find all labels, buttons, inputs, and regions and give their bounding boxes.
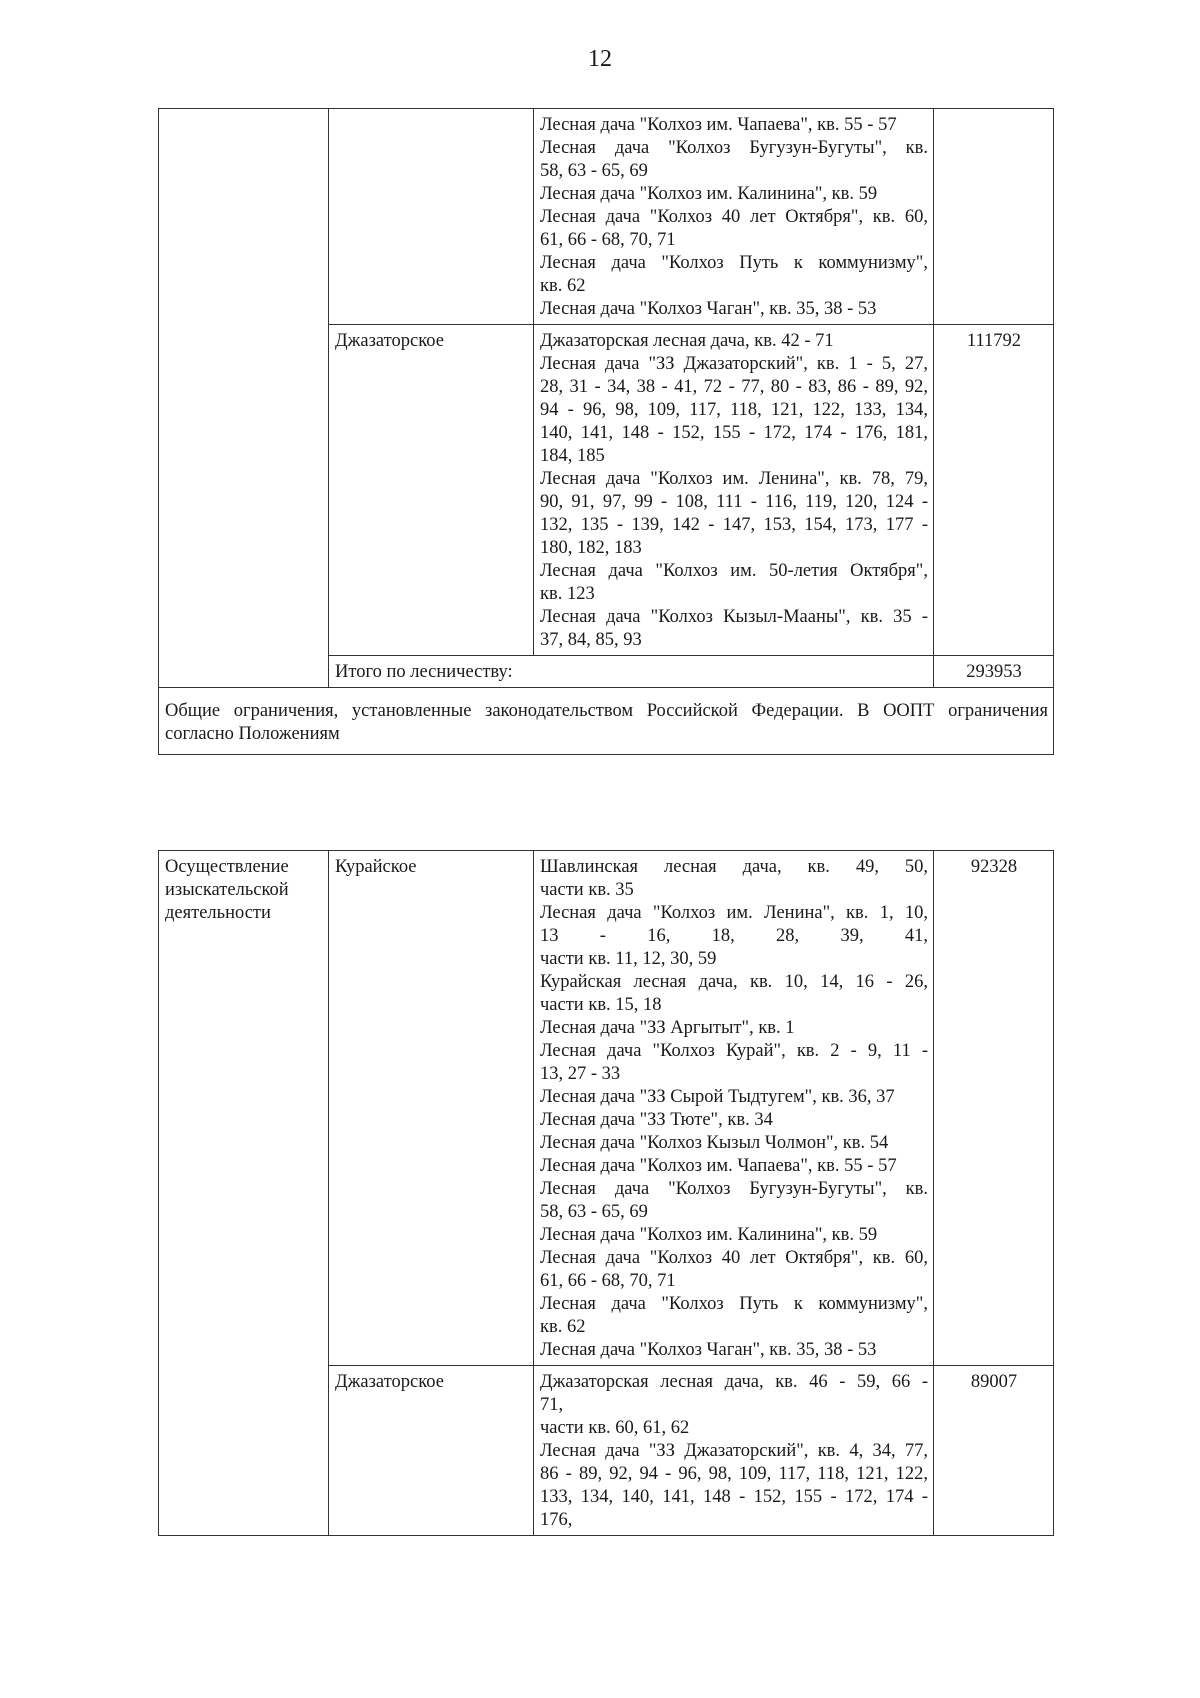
forest-dacha-entry (540, 353, 928, 468)
entry-line: 58, 63 - 65, 69 (540, 1202, 648, 1222)
entry-line: 176, (540, 1510, 573, 1530)
forest-dacha-entry (540, 183, 928, 206)
entry-line: Лесная дача "Колхоз им. Калинина", кв. 59 (540, 1225, 878, 1245)
entry-line: 132, 135 - 139, 142 - 147, 153, 154, 173, 177 - (540, 515, 928, 535)
entry-line: Лесная дача "Колхоз Бугузун-Бугуты", кв. (540, 138, 928, 158)
entry-line: 180, 182, 183 (540, 538, 642, 558)
entry-line: 86 - 89, 92, 94 - 96, 98, 109, 117, 118, 121, 122, (540, 1464, 928, 1484)
quarters-cell (534, 109, 934, 325)
entry-line: Лесная дача "Колхоз Кызыл Чолмон", кв. 54 (540, 1133, 889, 1153)
forest-dacha-entry (540, 1017, 928, 1040)
area-cell: 92328 (934, 851, 1054, 1366)
forestry-cell (329, 109, 534, 325)
entry-line: Лесная дача "Колхоз Курай", кв. 2 - 9, 11 - (540, 1041, 928, 1061)
forestry-table-continuation (158, 108, 1054, 755)
forest-dacha-entry (540, 330, 928, 353)
area-cell: 89007 (934, 1366, 1054, 1536)
total-label: Итого по лесничеству: (329, 656, 934, 688)
quarters-cell (534, 325, 934, 656)
entry-line: 90, 91, 97, 99 - 108, 111 - 116, 119, 120, 124 - (540, 492, 928, 512)
entry-line: части кв. 35 (540, 880, 634, 900)
forest-dacha-entry (540, 1224, 928, 1247)
entry-line: 37, 84, 85, 93 (540, 630, 642, 650)
entry-line: 13 - 16, 18, 28, 39, 41, (540, 926, 928, 946)
entry-line: Лесная дача "Колхоз Бугузун-Бугуты", кв. (540, 1179, 928, 1199)
forest-dacha-entry (540, 1178, 928, 1224)
entry-line: Лесная дача "ЗЗ Аргытыт", кв. 1 (540, 1018, 795, 1038)
entry-line: Курайская лесная дача, кв. 10, 14, 16 - 26, (540, 972, 928, 992)
entry-line: кв. 62 (540, 1317, 586, 1337)
entry-line: Лесная дача "Колхоз им. 50-летия Октября", (540, 561, 928, 581)
entry-line: 61, 66 - 68, 70, 71 (540, 230, 676, 250)
entry-line: 94 - 96, 98, 109, 117, 118, 121, 122, 133, 134, (540, 400, 928, 420)
forest-dacha-entry (540, 1086, 928, 1109)
forestry-cell: Курайское (329, 851, 534, 1366)
restrictions-note (159, 688, 1054, 755)
entry-line: части кв. 11, 12, 30, 59 (540, 949, 717, 969)
forest-dacha-entry (540, 856, 928, 902)
forest-dacha-entry (540, 468, 928, 560)
forest-dacha-entry (540, 1293, 928, 1339)
area-cell (934, 109, 1054, 325)
forest-dacha-entry (540, 1371, 928, 1440)
entry-line: Лесная дача "ЗЗ Тюте", кв. 34 (540, 1110, 773, 1130)
restrictions-note-row (159, 688, 1054, 755)
entry-line: кв. 123 (540, 584, 595, 604)
table-row (159, 851, 1054, 1366)
activity-line: Осуществление (165, 857, 289, 877)
quarters-cell (534, 851, 934, 1366)
page-number: 12 (588, 46, 612, 72)
entry-line: 61, 66 - 68, 70, 71 (540, 1271, 676, 1291)
table-row (159, 109, 1054, 325)
entry-line: Лесная дача "Колхоз им. Ленина", кв. 78, 79, (540, 469, 928, 489)
restrictions-note-line: согласно Положениям (165, 724, 340, 744)
forest-dacha-entry (540, 560, 928, 606)
forest-dacha-entry (540, 1040, 928, 1086)
forest-dacha-entry (540, 1155, 928, 1178)
quarters-cell (534, 1366, 934, 1536)
entry-line: Шавлинская лесная дача, кв. 49, 50, (540, 857, 928, 877)
entry-line: Лесная дача "Колхоз им. Калинина", кв. 59 (540, 184, 878, 204)
entry-line: части кв. 60, 61, 62 (540, 1418, 690, 1438)
forest-dacha-entry (540, 1339, 928, 1362)
entry-line: Джазаторская лесная дача, кв. 46 - 59, 66 - (540, 1372, 928, 1392)
entry-line: Лесная дача "Колхоз Кызыл-Мааны", кв. 35 - (540, 607, 928, 627)
forest-dacha-entry (540, 137, 928, 183)
activity-line: деятельности (165, 903, 271, 923)
entry-line: Лесная дача "Колхоз им. Чапаева", кв. 55 - 57 (540, 115, 897, 135)
forest-dacha-entry (540, 252, 928, 298)
entry-line: Джазаторская лесная дача, кв. 42 - 71 (540, 331, 834, 351)
entry-line: Лесная дача "Колхоз им. Ленина", кв. 1, 10, (540, 903, 928, 923)
activity-line: изыскательской (165, 880, 289, 900)
entry-line: Лесная дача "Колхоз Чаган", кв. 35, 38 - 53 (540, 299, 877, 319)
activity-cell (159, 851, 329, 1536)
entry-line: Лесная дача "Колхоз им. Чапаева", кв. 55 - 57 (540, 1156, 897, 1176)
activity-cell (159, 109, 329, 688)
entry-line: 140, 141, 148 - 152, 155 - 172, 174 - 176, 181, (540, 423, 928, 443)
forestry-cell: Джазаторское (329, 325, 534, 656)
entry-line: 184, 185 (540, 446, 605, 466)
entry-line: Лесная дача "Колхоз Путь к коммунизму", (540, 1294, 928, 1314)
entry-line: Лесная дача "Колхоз 40 лет Октября", кв. 60, (540, 207, 928, 227)
forest-dacha-entry (540, 1247, 928, 1293)
entry-line: 58, 63 - 65, 69 (540, 161, 648, 181)
forest-dacha-entry (540, 298, 928, 321)
forest-dacha-entry (540, 971, 928, 1017)
entry-line: 28, 31 - 34, 38 - 41, 72 - 77, 80 - 83, 86 - 89, 92, (540, 377, 928, 397)
entry-line: Лесная дача "ЗЗ Джазаторский", кв. 4, 34, 77, (540, 1441, 928, 1461)
entry-line: Лесная дача "Колхоз 40 лет Октября", кв. 60, (540, 1248, 928, 1268)
forest-dacha-entry (540, 114, 928, 137)
entry-line: Лесная дача "Колхоз Путь к коммунизму", (540, 253, 928, 273)
forest-dacha-entry (540, 902, 928, 971)
entry-line: Лесная дача "Колхоз Чаган", кв. 35, 38 - 53 (540, 1340, 877, 1360)
entry-line: части кв. 15, 18 (540, 995, 662, 1015)
forestry-cell: Джазаторское (329, 1366, 534, 1536)
entry-line: 13, 27 - 33 (540, 1064, 621, 1084)
survey-activity-table (158, 850, 1054, 1536)
entry-line: Лесная дача "ЗЗ Сырой Тыдтугем", кв. 36, 37 (540, 1087, 895, 1107)
restrictions-note-line: Общие ограничения, установленные законодательством Российской Федерации. В ООПТ ограничения (165, 701, 1048, 721)
forest-dacha-entry (540, 1109, 928, 1132)
forest-dacha-entry (540, 606, 928, 652)
forest-dacha-entry (540, 206, 928, 252)
total-value: 293953 (934, 656, 1054, 688)
entry-line: Лесная дача "ЗЗ Джазаторский", кв. 1 - 5, 27, (540, 354, 928, 374)
entry-line: 71, (540, 1395, 564, 1415)
forest-dacha-entry (540, 1132, 928, 1155)
entry-line: 133, 134, 140, 141, 148 - 152, 155 - 172, 174 - (540, 1487, 928, 1507)
area-cell: 111792 (934, 325, 1054, 656)
entry-line: кв. 62 (540, 276, 586, 296)
forest-dacha-entry (540, 1440, 928, 1532)
